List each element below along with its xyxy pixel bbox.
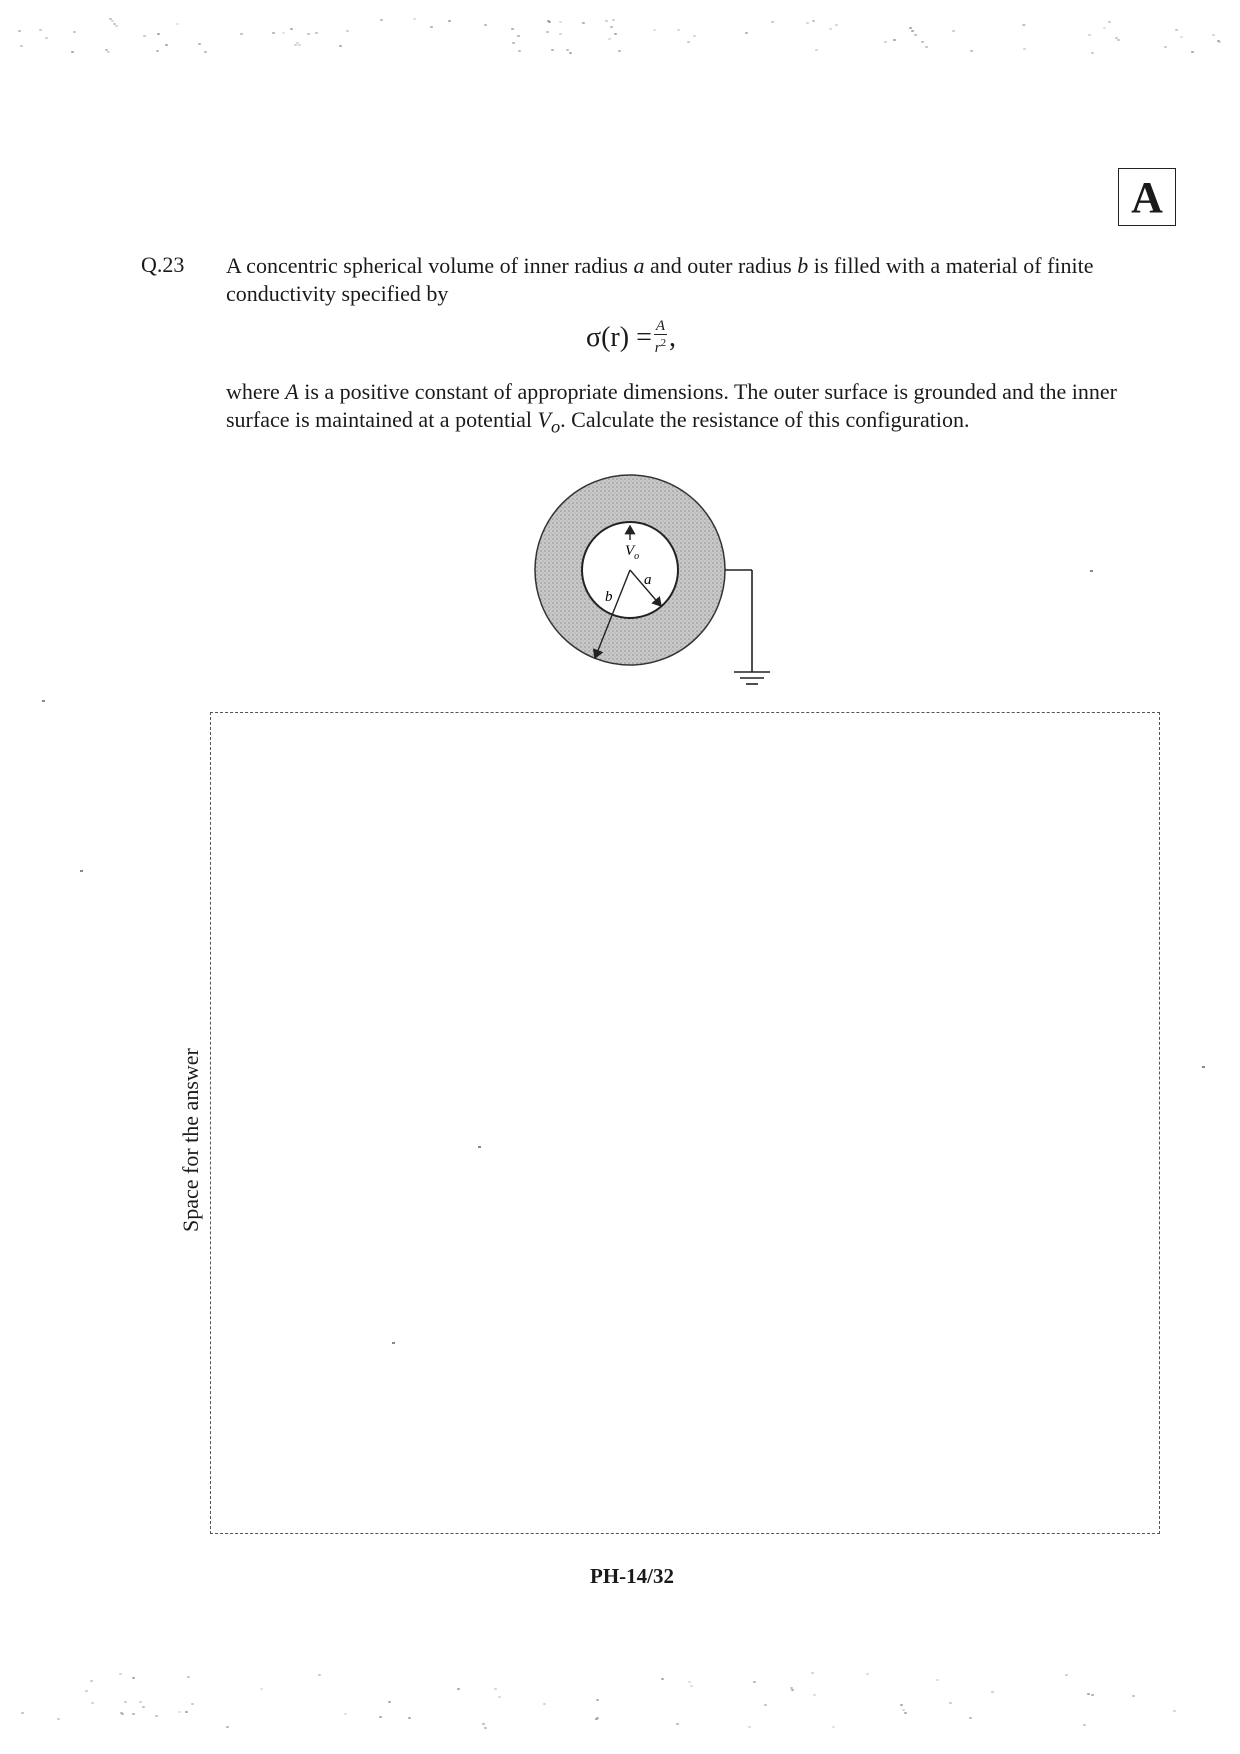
formula-denominator-power: 2 [660,337,667,349]
scan-speckle [1117,39,1120,41]
answer-space-label: Space for the answer [178,1048,203,1232]
scan-speckle [1065,1674,1068,1676]
scan-speckle [142,1706,145,1708]
scan-speckle [832,1726,835,1728]
scan-speckle [204,51,207,53]
scan-speckle [290,28,293,30]
scan-speckle [107,51,110,53]
scan-speckle [185,1711,188,1713]
scan-speckle [344,1713,347,1715]
scan-speckle [806,22,809,24]
scan-speckle [813,1694,816,1696]
scan-speckle [614,33,617,35]
scan-speckle [1103,27,1106,29]
scan-speckle [815,49,818,51]
scan-speckle [388,1701,391,1703]
scan-speckle [198,43,201,45]
scan-speckle [566,49,569,51]
paper-code-box [1118,168,1176,226]
scan-speckle [687,41,690,43]
scan-speckle [413,18,416,20]
scan-speckle [484,24,487,26]
scan-speckle [178,1711,181,1713]
question-number: Q.23 [141,252,185,277]
scan-speckle [596,1699,599,1701]
scan-speckle [139,1701,142,1703]
scan-speckle [482,1723,485,1725]
formula-trailing: , [669,322,677,353]
scan-speckle [914,34,917,36]
scan-speckle [1091,1694,1094,1696]
scan-noise-top [0,18,1240,58]
scan-speckle [811,1672,814,1674]
scan-speckle [1132,1695,1135,1697]
scan-speckle [20,45,23,47]
scan-speckle [771,21,774,23]
scan-speckle [690,1685,693,1687]
scan-speckle [307,33,310,35]
formula-denominator [655,335,666,357]
scan-speckle [298,44,301,46]
scan-speckle [120,1712,123,1714]
formula-lhs: σ(r) = [586,322,652,353]
scan-speckle [73,31,76,33]
scan-speckle [559,33,562,35]
question-text-intro: A concentric spherical volume of inner radius a and outer radius b is filled with a material of finite conductivity specified by [226,253,1094,306]
scan-noise-bottom [0,1672,1240,1732]
scan-speckle [969,1717,972,1719]
scan-mark [478,1146,481,1148]
scan-speckle [1108,21,1111,23]
scan-speckle [1083,1724,1086,1726]
spherical-shell-diagram [520,470,780,700]
scan-speckle [595,1718,598,1720]
scan-speckle [745,32,748,34]
scan-speckle [226,1726,229,1728]
scan-speckle [124,1701,127,1703]
scan-speckle [156,50,159,52]
scan-speckle [379,1716,382,1718]
scan-speckle [884,41,887,43]
scan-speckle [1022,24,1025,26]
scan-speckle [457,1688,460,1690]
outer-radius-label: b [605,589,613,605]
answer-box[interactable] [210,712,1160,1534]
scan-speckle [71,51,74,53]
formula-fraction [654,319,667,357]
scan-speckle [618,50,621,52]
scan-speckle [187,1676,190,1678]
scan-speckle [498,1696,501,1698]
scan-speckle [282,32,285,34]
scan-speckle [546,31,549,33]
conductivity-formula [586,316,676,360]
scan-speckle [315,32,318,34]
scan-speckle [155,1715,158,1717]
scan-speckle [547,20,550,22]
scan-speckle [1164,46,1167,48]
scan-speckle [517,35,520,37]
scan-speckle [970,50,973,52]
scan-speckle [605,20,608,22]
page-number: PH-14/32 [590,1564,674,1588]
scan-speckle [448,20,451,22]
scan-speckle [909,27,912,29]
scan-speckle [608,38,611,40]
scan-speckle [829,28,832,30]
scan-speckle [157,33,160,35]
scan-speckle [551,49,554,51]
scan-speckle [346,30,349,32]
scan-speckle [132,1677,135,1679]
scan-speckle [1023,48,1026,50]
scan-speckle [408,1717,411,1719]
paper-code-letter: A [1131,172,1163,222]
scan-speckle [518,50,521,52]
scan-speckle [911,30,914,32]
scan-speckle [318,1674,321,1676]
scan-speckle [688,1681,691,1683]
scan-mark [80,870,83,872]
inner-radius-label: a [644,572,652,588]
scan-speckle [85,1690,88,1692]
scan-speckle [582,22,585,24]
scan-speckle [494,1688,497,1690]
scan-speckle [511,28,514,30]
scan-speckle [1191,51,1194,53]
scan-speckle [612,19,615,21]
scan-speckle [294,44,297,46]
scan-speckle [1212,34,1215,36]
scan-mark [1090,570,1093,572]
scan-speckle [339,45,342,47]
scan-speckle [1180,36,1183,38]
scan-speckle [661,1678,664,1680]
scan-speckle [748,1726,751,1728]
scan-speckle [653,29,656,31]
scan-speckle [1218,41,1221,43]
scan-speckle [260,1688,263,1690]
scan-speckle [677,29,680,31]
scan-speckle [191,1703,194,1705]
scan-mark [1202,1066,1205,1068]
scan-speckle [1175,29,1178,31]
scan-speckle [39,29,42,31]
scan-speckle [791,1689,794,1691]
scan-speckle [904,1712,907,1714]
scan-speckle [753,1681,756,1683]
scan-speckle [111,20,114,22]
scan-speckle [119,1673,122,1675]
scan-speckle [835,24,838,26]
scan-speckle [936,1679,939,1681]
scan-speckle [902,1709,905,1711]
scan-speckle [90,1680,93,1682]
scan-speckle [272,32,275,34]
scan-speckle [866,1673,869,1675]
scan-speckle [115,25,118,27]
scan-speckle [676,1723,679,1725]
inner-potential-label: $V_o$ [625,543,640,562]
scan-speckle [430,26,433,28]
scan-speckle [45,37,48,39]
scan-speckle [693,35,696,37]
scan-speckle [569,52,572,54]
scan-speckle [240,33,243,35]
scan-speckle [512,42,515,44]
question-text-details: where A is a positive constant of appropriate dimensions. The outer surface is grounded and the inner surface is maintained at a potential $V_o$. Calculate the resistance of this configuration. [226,379,1117,437]
scan-speckle [1091,52,1094,54]
scan-speckle [18,30,21,32]
scan-speckle [91,1702,94,1704]
formula-numerator: A [655,318,666,334]
scan-speckle [57,1718,60,1720]
scan-speckle [949,1702,952,1704]
formula-denominator-base: r [654,340,661,356]
scan-speckle [812,20,815,22]
scan-speckle [900,1704,903,1706]
scan-mark [42,700,45,702]
scan-speckle [380,19,383,21]
scan-speckle [132,1713,135,1715]
scan-speckle [176,23,179,25]
scan-mark [392,1342,395,1344]
scan-speckle [921,41,924,43]
scan-speckle [764,1704,767,1706]
scan-speckle [543,1703,546,1705]
scan-speckle [143,35,146,37]
ground-symbol-icon [734,672,770,684]
scan-speckle [1173,1710,1176,1712]
scan-speckle [559,21,562,23]
scan-speckle [484,1727,487,1729]
scan-speckle [165,44,168,46]
scan-speckle [991,1691,994,1693]
scan-speckle [610,26,613,28]
scan-speckle [952,30,955,32]
scan-speckle [1087,1693,1090,1695]
scan-speckle [893,39,896,41]
scan-speckle [925,46,928,48]
scan-speckle [21,1712,24,1714]
scan-speckle [1088,34,1091,36]
